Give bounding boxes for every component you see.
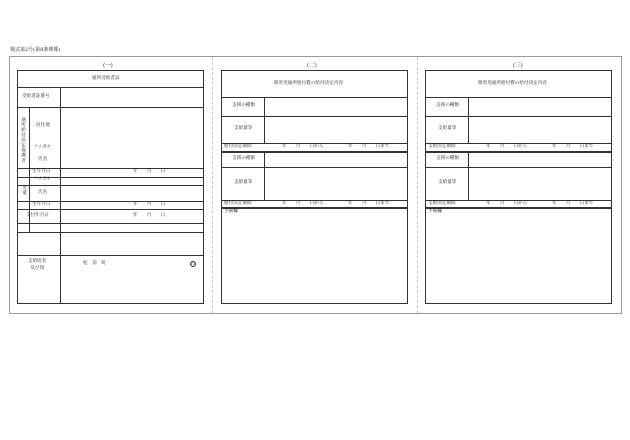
section-number-3: (三) <box>513 63 523 69</box>
guardian-name-label: 氏名 <box>38 157 48 162</box>
panel-2-period-1-label: 給付決定期間 <box>224 144 252 149</box>
section-number-1: (一) <box>103 63 113 69</box>
panel-3-period-2-to: 年 月 日まで <box>552 201 594 206</box>
seal-mark: 印 <box>191 262 195 266</box>
guardian-furigana-label: フリガナ <box>33 145 52 150</box>
issue-date-label: 交付年月日 <box>26 213 49 218</box>
section-number-2: (二) <box>307 63 317 69</box>
panel-2-period-2-to: 年 月 日まで <box>348 201 390 206</box>
certificate-panel <box>17 70 204 304</box>
benefit-panel-3 <box>425 70 612 304</box>
certificate-title: 通所受給者証 <box>92 76 120 81</box>
guardian-birthdate-value: 年 月 日 <box>133 169 166 174</box>
recipient-number-label: 受給者証番号 <box>22 94 50 99</box>
panel-3-remarks: 予備欄 <box>428 209 442 214</box>
form-id: 様式第2号(第8条関係) <box>10 47 61 53</box>
panel-3-title: 障害児通所給付費の給付決定内容 <box>478 81 547 86</box>
panel-2-period-2-label: 給付決定期間 <box>224 201 252 206</box>
child-name-label: 氏名 <box>38 190 48 195</box>
panel-2-remarks: 予備欄 <box>224 209 238 214</box>
child-birthdate-value: 年 月 日 <box>133 202 166 207</box>
child-furigana-label: フリガナ <box>33 177 52 182</box>
municipality-name: 松 前 町 <box>83 261 106 266</box>
panel-3-period-1-from: 年 月 日から <box>486 144 528 149</box>
panel-2-period-1-from: 年 月 日から <box>282 144 324 149</box>
panel-2-period-2-from: 年 月 日から <box>282 201 324 206</box>
benefit-panel-2 <box>221 70 408 304</box>
guardian-group-label: 通所給付決定保護者 <box>20 117 26 163</box>
fold-line <box>212 57 213 313</box>
panel-3-service-type-1: 支援の種類 <box>436 103 459 108</box>
issue-date-value: 年 月 日 <box>133 213 166 218</box>
municipality-label: 支給町名 及び印 <box>28 259 47 272</box>
panel-3-period-1-to: 年 月 日まで <box>552 144 594 149</box>
panel-2-title: 障害児通所給付費の給付決定内容 <box>274 81 343 86</box>
panel-3-amount-2: 支給量等 <box>438 180 457 185</box>
panel-3-period-2-label: 支給決定期間 <box>428 201 456 206</box>
panel-2-amount-1: 支給量等 <box>234 126 253 131</box>
panel-2-amount-2: 支給量等 <box>234 180 253 185</box>
child-group-label: 児童 <box>21 185 27 196</box>
panel-2-period-1-to: 年 月 日まで <box>348 144 390 149</box>
child-birthdate-label: 生年月日 <box>32 202 51 207</box>
panel-2-service-type-2: 支援の種類 <box>232 156 255 161</box>
panel-3-amount-1: 支給量等 <box>438 126 457 131</box>
fold-line <box>417 57 418 313</box>
address-label: 居住地 <box>36 123 50 128</box>
panel-3-period-2-from: 年 月 日から <box>486 201 528 206</box>
panel-3-period-1-label: 支給決定期間 <box>428 144 456 149</box>
panel-2-service-type-1: 支援の種類 <box>232 103 255 108</box>
panel-3-service-type-2: 支援の種類 <box>436 156 459 161</box>
guardian-birthdate-label: 生年月日 <box>32 169 51 174</box>
